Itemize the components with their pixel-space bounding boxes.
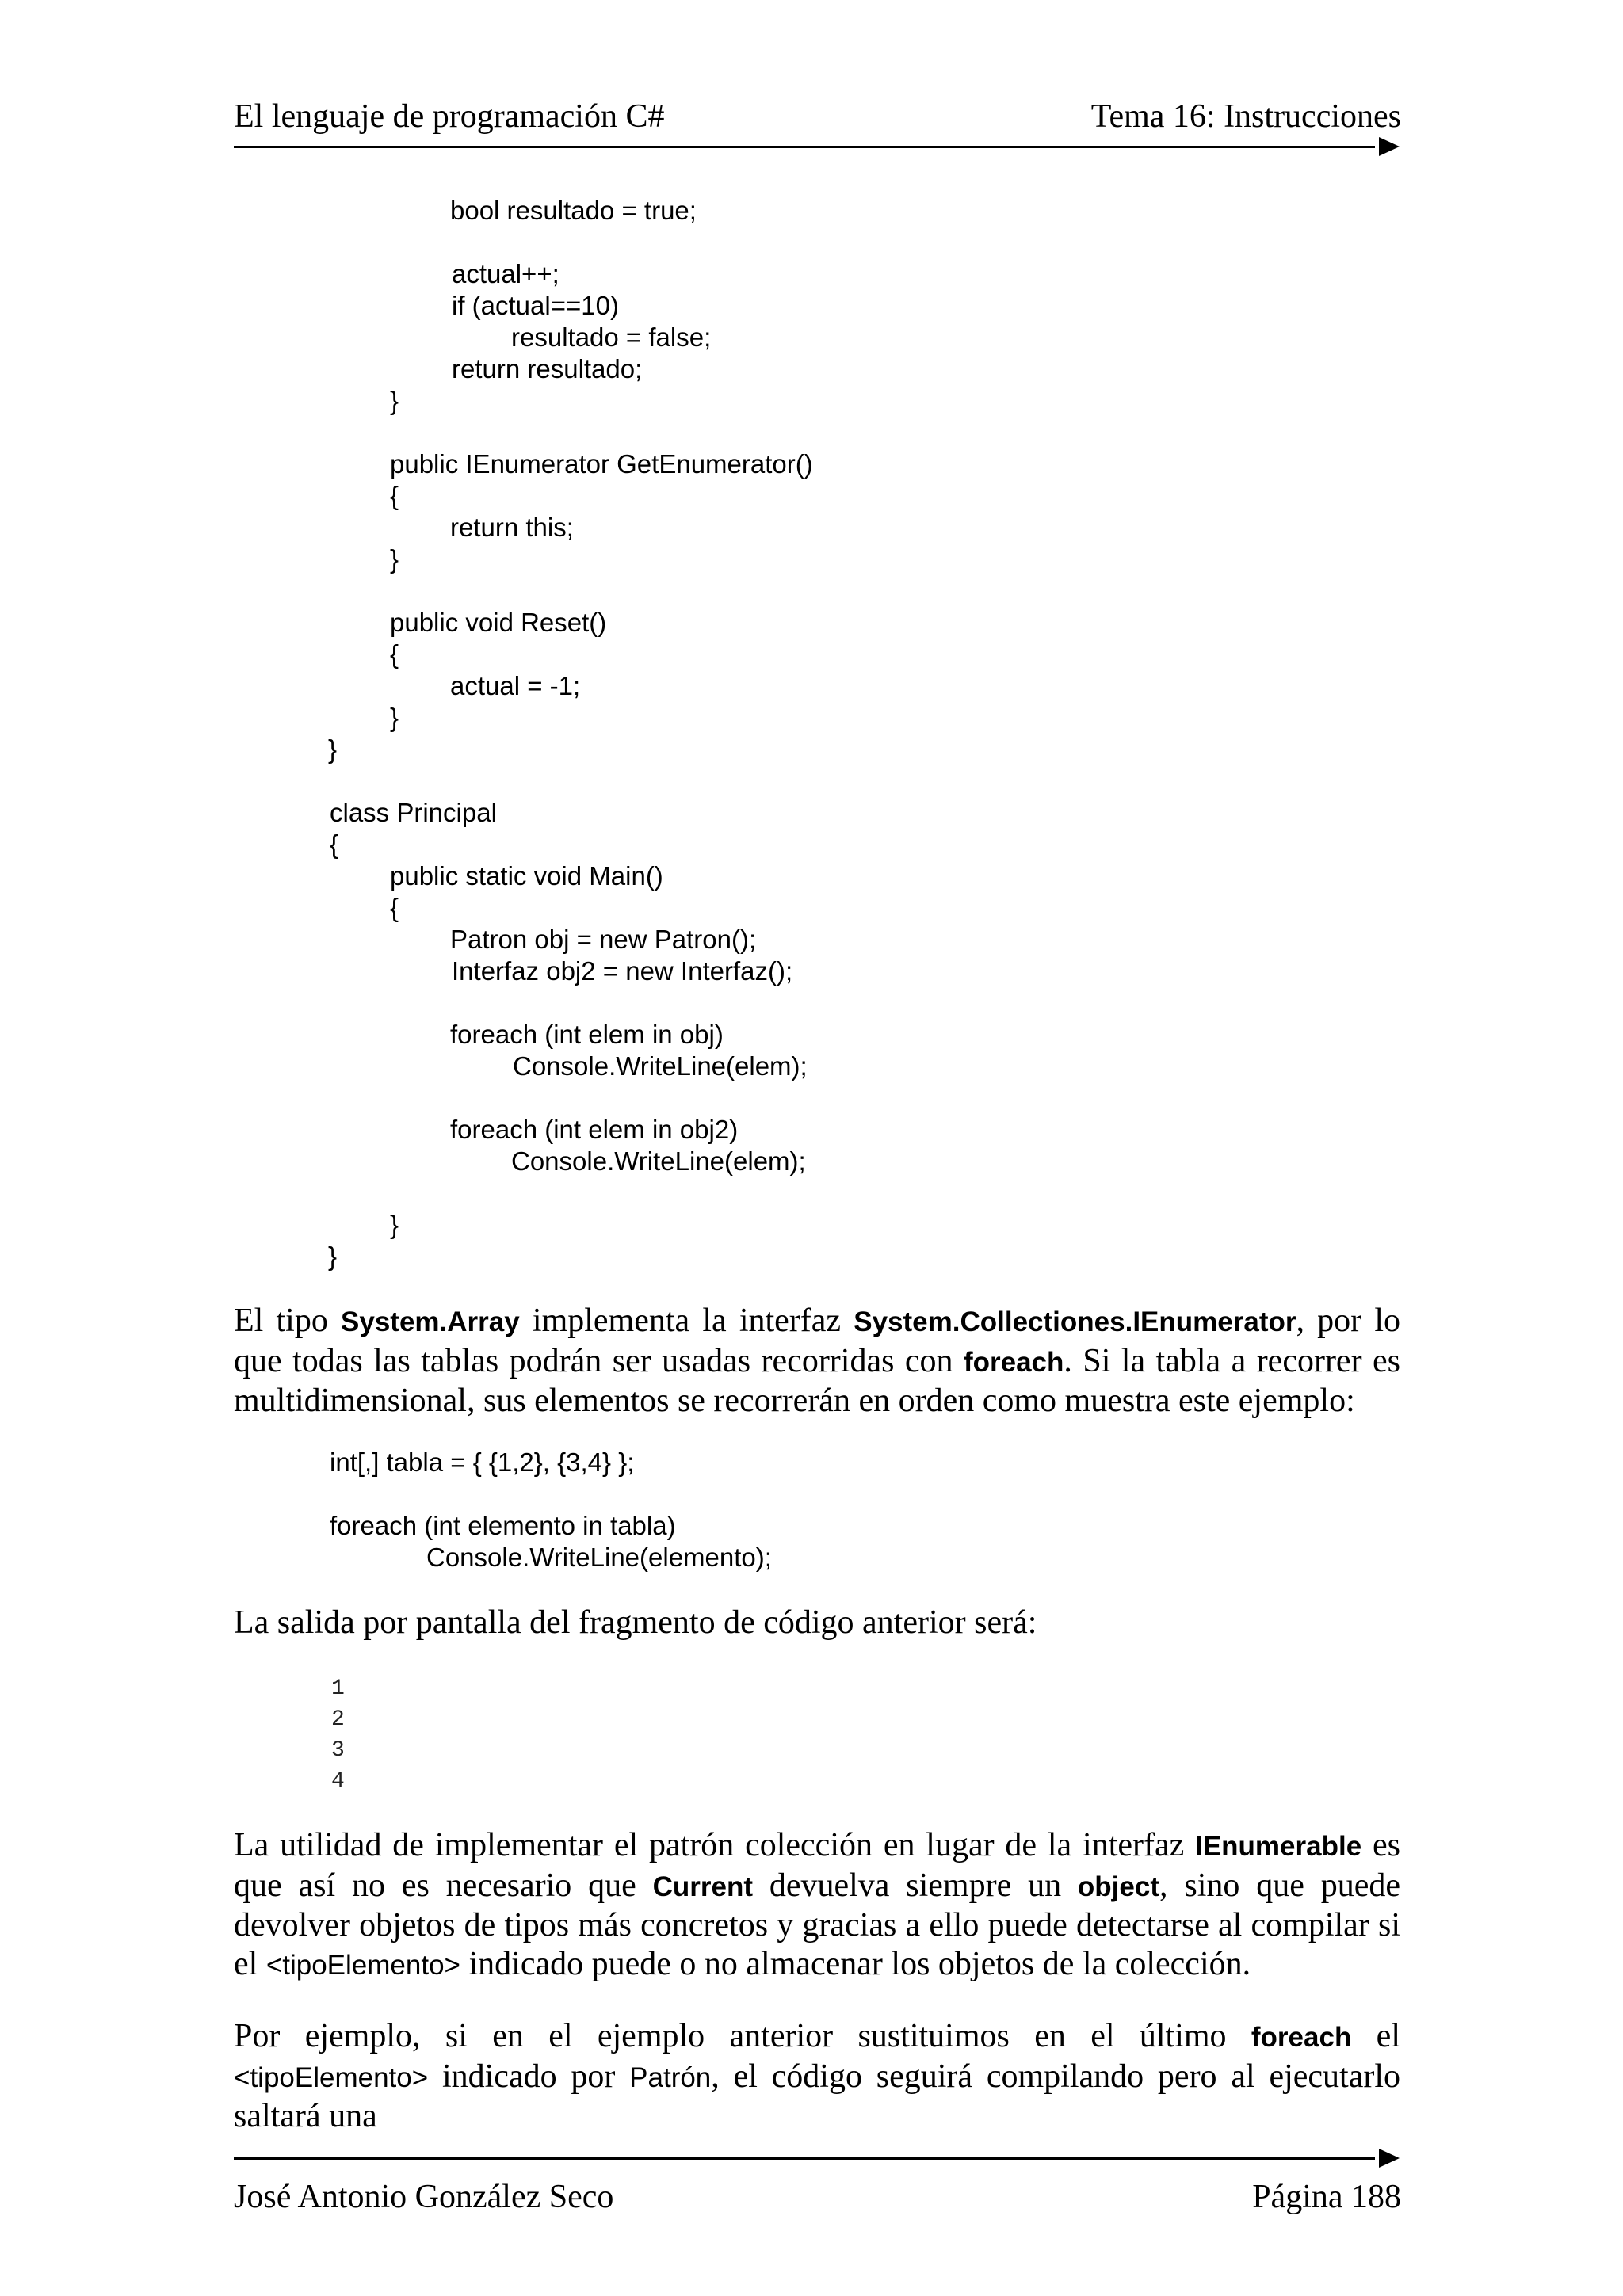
code-line: }: [390, 544, 399, 574]
keyword: foreach: [963, 1346, 1064, 1378]
code-line: Patron obj = new Patron();: [450, 925, 757, 954]
code-line: return resultado;: [452, 354, 643, 383]
code-line: actual = -1;: [450, 671, 581, 700]
code-line: {: [390, 639, 399, 669]
code-line: resultado = false;: [511, 322, 712, 352]
keyword: foreach: [1251, 2022, 1352, 2053]
paragraph-collection-pattern: La utilidad de implementar el patrón colección en lugar de la interfaz IEnumerable es que así no es necesario que Current devuelva siempre un object, sino que puede devolver objetos de tipos más concretos y gracias a ello puede detectarse al compilar si el <tipoElemento> indicado puede o no almacenar los objetos de la colección.: [234, 1827, 1400, 1982]
code-line: Console.WriteLine(elem);: [511, 1146, 806, 1176]
header-arrow-icon: [1379, 137, 1400, 156]
header-title: El lenguaje de programación C#: [234, 98, 665, 135]
code-line: {: [390, 481, 399, 510]
footer-arrow-icon: [1379, 2149, 1400, 2168]
keyword: Patrón: [629, 2061, 712, 2093]
code-line: }: [390, 703, 399, 732]
code-line: Console.WriteLine(elem);: [513, 1051, 808, 1081]
code-line: if (actual==10): [452, 291, 619, 320]
code-line: {: [390, 893, 399, 922]
code-line: foreach (int elem in obj2): [450, 1115, 739, 1144]
code-line: }: [390, 1210, 399, 1239]
header-chapter: Tema 16: Instrucciones: [1090, 98, 1401, 135]
keyword: <tipoElemento>: [265, 1949, 460, 1981]
keyword: System.Array: [341, 1306, 520, 1337]
paragraph-example: Por ejemplo, si en el ejemplo anterior sustituimos en el último foreach el <tipoElemento> indicado por Patrón, el código seguirá compilando pero al ejecutarlo saltará una: [234, 2018, 1400, 2134]
output-line: 4: [331, 1769, 345, 1794]
code-line: public IEnumerator GetEnumerator(): [390, 449, 813, 479]
keyword: <tipoElemento>: [234, 2061, 429, 2093]
code-line: bool resultado = true;: [450, 196, 697, 225]
code-line: return this;: [450, 513, 574, 542]
keyword: System.Collectiones.IEnumerator: [854, 1306, 1296, 1337]
output-line: 3: [331, 1738, 345, 1763]
footer-author: José Antonio González Seco: [234, 2179, 614, 2215]
code-line: class Principal: [330, 798, 497, 827]
footer-page-number: Página 188: [1252, 2179, 1401, 2215]
code-line: public static void Main(): [390, 861, 663, 891]
output-line: 2: [331, 1707, 345, 1732]
output-line: 1: [331, 1676, 345, 1701]
code-line: {: [330, 830, 339, 859]
paragraph-system-array: El tipo System.Array implementa la interfaz System.Collectiones.IEnumerator, por lo que todas las tablas podrán ser usadas recorridas con foreach. Si la tabla a recorrer es multidimensional, sus elementos se recorrerán en orden como muestra este ejemplo:: [234, 1302, 1400, 1419]
code-line: Interfaz obj2 = new Interfaz();: [452, 956, 793, 986]
keyword: IEnumerable: [1195, 1831, 1362, 1862]
code-line: actual++;: [452, 259, 559, 288]
code-line: }: [328, 734, 338, 764]
code-line: Console.WriteLine(elemento);: [426, 1543, 772, 1572]
code-line: public void Reset(): [390, 608, 607, 637]
code-line: foreach (int elemento in tabla): [330, 1511, 676, 1540]
code-line: }: [390, 386, 399, 415]
header-rule: [234, 146, 1375, 148]
code-line: }: [328, 1241, 338, 1271]
code-line: int[,] tabla = { {1,2}, {3,4} };: [330, 1447, 635, 1477]
code-line: foreach (int elem in obj): [450, 1020, 724, 1049]
keyword: object: [1077, 1871, 1159, 1902]
keyword: Current: [652, 1871, 753, 1902]
footer-rule: [234, 2157, 1375, 2160]
paragraph-output-intro: La salida por pantalla del fragmento de código anterior será:: [234, 1604, 1037, 1641]
